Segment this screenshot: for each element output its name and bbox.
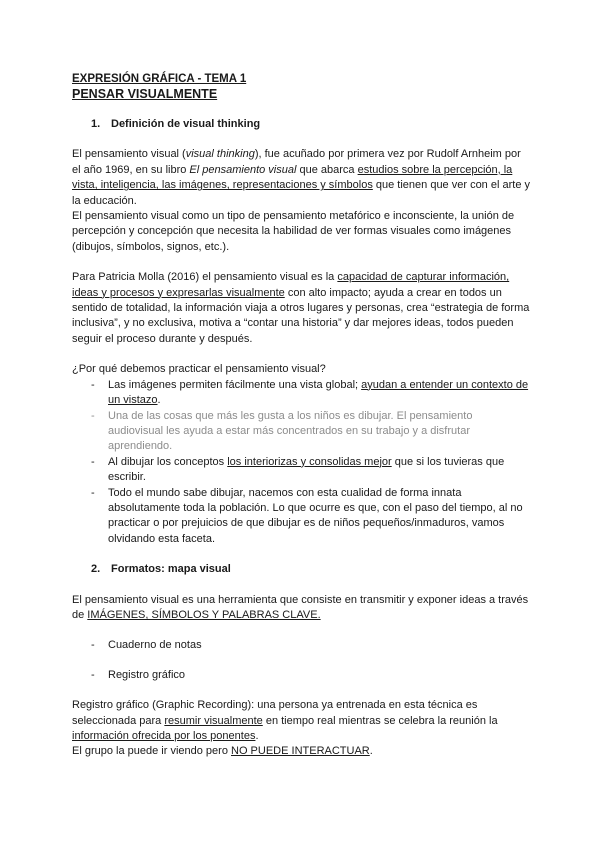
section-1-title: Definición de visual thinking — [111, 118, 261, 130]
underlined-phrase: estudios sobre la percepción, la vista, inteligencia, las imágenes, representaciones y símbolos — [72, 163, 513, 192]
section-1-number: 1. — [91, 118, 101, 130]
section-1-paragraph-1: El pensamiento visual (visual thinking), fue acuñado por primera vez por Rudolf Arnheim por el año 1969, en su libro El pensamiento visual que abarca estudios sobre la percepción, la vista, inteligencia, las imágenes, representaciones y símbolos que tienen que ver con el arte y la educación. — [72, 148, 530, 207]
section-2-paragraph-3: El grupo la puede ir viendo pero NO PUEDE INTERACTUAR. — [72, 745, 373, 758]
section-2-number: 2. — [91, 563, 101, 576]
section-2-paragraph-1: El pensamiento visual es una herramienta que consiste en transmitir y exponer ideas a través de IMÁGENES, SÍMBOLOS Y PALABRAS CLAVE. — [72, 593, 529, 621]
list-item: - Todo el mundo sabe dibujar, nacemos con esta cualidad de forma innata absolutamente toda la población. Lo que ocurre es que, con el paso del tiempo, al no practicar o por prejuicios de que dibujar es de niños pequeños/inmaduros, vamos olvidando esta faceta. — [72, 486, 530, 548]
section-1-paragraph-3: Para Patricia Molla (2016) el pensamiento visual es la capacidad de capturar información, ideas y procesos y expresarlas visualmente con alto impacto; ayuda a crear en todos un sentido de totalidad, la información viaja a otros lugares y personas, crea “estrategia de forma inclusiva”, y no exclusiva, motiva a “contar una historia” y dar mejores ideas, todos pueden seguir el proceso durante y después. — [72, 271, 530, 345]
document-page — [72, 72, 530, 760]
formats-list-2 — [72, 668, 530, 683]
document-title: EXPRESIÓN GRÁFICA - TEMA 1 — [72, 73, 247, 85]
list-item: - Una de las cosas que más les gusta a los niños es dibujar. El pensamiento audiovisual les ayuda a estar más concentrados en su trabajo y a disfrutar aprendiendo. — [72, 409, 530, 455]
list-item: - Las imágenes permiten fácilmente una vista global; ayudan a entender un contexto de un vistazo. — [72, 378, 530, 409]
underlined-phrase: IMÁGENES, SÍMBOLOS Y PALABRAS CLAVE. — [87, 608, 321, 621]
section-2-title: Formatos: mapa visual — [111, 563, 231, 576]
list-item: - Cuaderno de notas — [72, 638, 530, 653]
section-1-paragraph-2: El pensamiento visual como un tipo de pensamiento metafórico e inconsciente, la unión de percepción y concepción que necesita la habilidad de ver formas visuales como imágenes (dibujos, símbolos, signos, etc.). — [72, 210, 515, 253]
formats-list — [72, 638, 530, 653]
document-subtitle: PENSAR VISUALMENTE — [72, 87, 218, 101]
list-item: - Registro gráfico — [72, 668, 530, 683]
section-1-question: ¿Por qué debemos practicar el pensamiento visual? — [72, 363, 326, 376]
section-1-heading — [91, 117, 530, 132]
underlined-phrase: capacidad de capturar información, ideas y procesos y expresarlas visualmente — [72, 271, 510, 299]
list-item: - Al dibujar los conceptos los interiorizas y consolidas mejor que si los tuvieras que escribir. — [72, 455, 530, 486]
section-2-heading — [91, 562, 530, 577]
section-2-paragraph-2: Registro gráfico (Graphic Recording): una persona ya entrenada en esta técnica es seleccionada para resumir visualmente en tiempo real mientras se celebra la reunión la información ofrecida por los ponentes. — [72, 699, 498, 742]
reasons-list — [72, 378, 530, 547]
